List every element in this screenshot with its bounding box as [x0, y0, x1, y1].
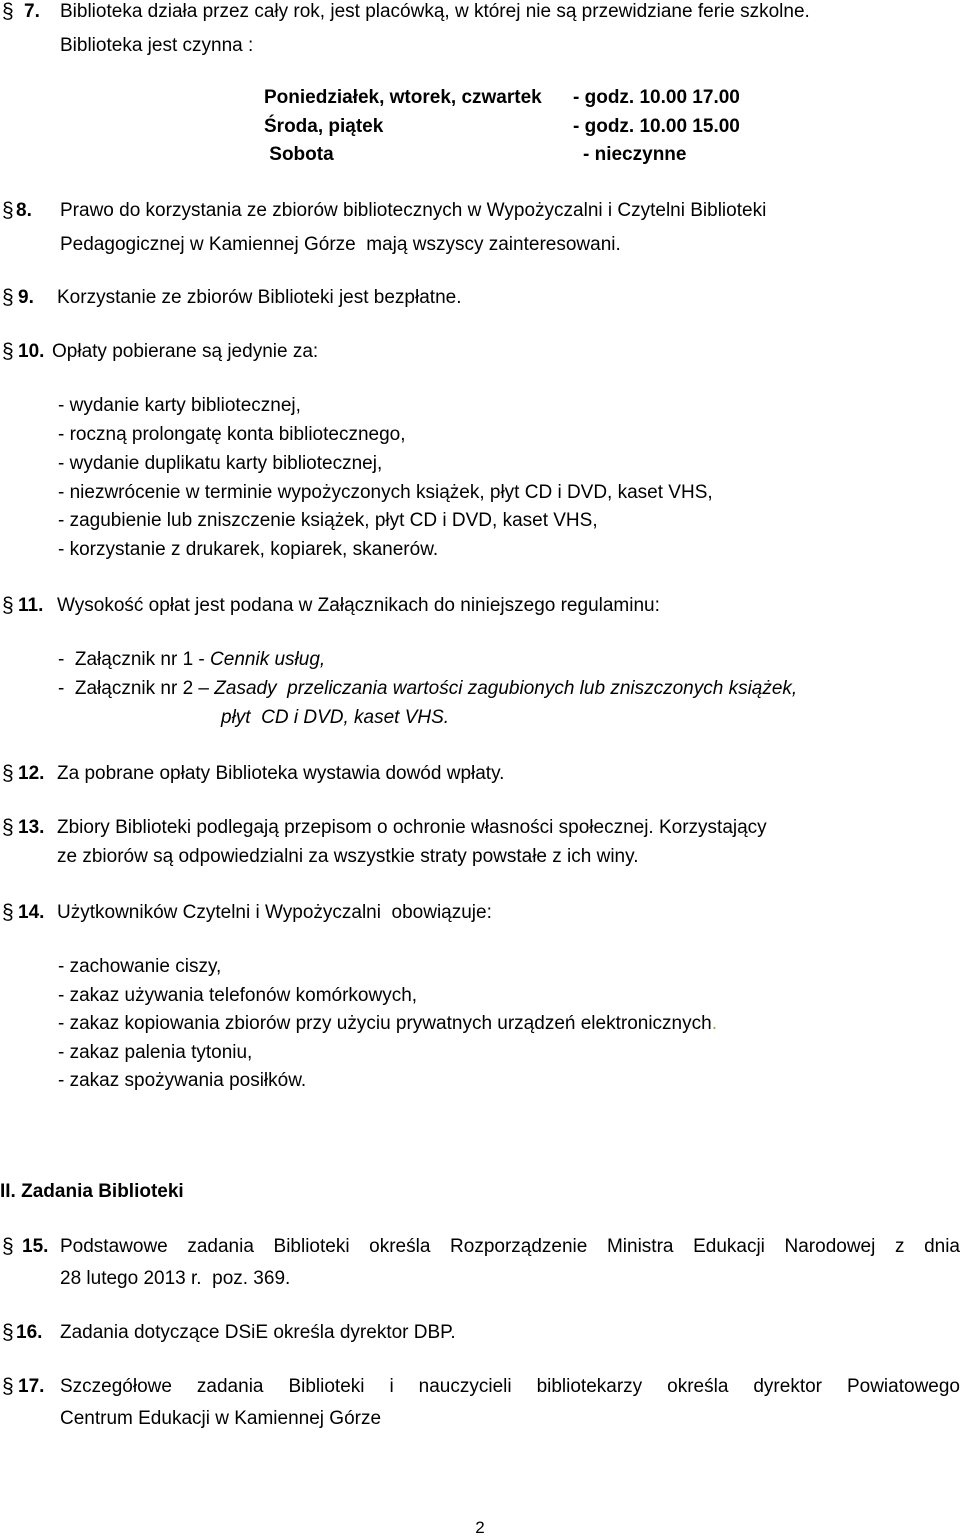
hours-time-2: - godz. 10.00 15.00 — [573, 116, 740, 137]
section-symbol: § — [2, 594, 14, 617]
section-8 — [0, 199, 960, 223]
section-number: 7. — [24, 1, 40, 22]
attachment-2 — [58, 677, 797, 701]
section-7-text-line-2: Biblioteka jest czynna : — [60, 35, 254, 56]
section-number: 9. — [18, 287, 34, 308]
section-text-line-1: Szczegółowe zadania Biblioteki i nauczycieli bibliotekarzy określa dyrektor Powiatowego — [60, 1376, 960, 1397]
section-symbol: § — [2, 762, 14, 785]
section-text: Opłaty pobierane są jedynie za: — [52, 341, 319, 362]
section-number: 17. — [18, 1376, 45, 1397]
section-text: Użytkowników Czytelni i Wypożyczalni obowiązuje: — [57, 902, 492, 923]
section-13 — [0, 816, 960, 840]
rule-item: - zakaz palenia tytoniu, — [58, 1042, 253, 1063]
hours-time-1: - godz. 10.00 17.00 — [573, 87, 740, 108]
hours-days-1: Poniedziałek, wtorek, czwartek — [264, 87, 542, 108]
section-12 — [0, 762, 960, 786]
section-17-text-line-2: Centrum Edukacji w Kamiennej Górze — [60, 1408, 382, 1429]
section-text: Za pobrane opłaty Biblioteka wystawia dowód wpłaty. — [57, 763, 505, 784]
rule-item-dot: . — [711, 1013, 717, 1034]
fee-item: - korzystanie z drukarek, kopiarek, skanerów. — [58, 539, 439, 560]
hours-time-3: - nieczynne — [583, 144, 687, 165]
section-symbol: § — [2, 199, 14, 222]
section-number: 10. — [18, 341, 45, 362]
section-text-line-1: Biblioteka działa przez cały rok, jest placówką, w której nie są przewidziane ferie szkolne. — [60, 1, 810, 22]
section-14 — [0, 901, 960, 925]
chapter-heading: II. Zadania Biblioteki — [0, 1181, 184, 1202]
attachment-1-title: Cennik usług, — [210, 649, 326, 670]
rule-item: - zachowanie ciszy, — [58, 956, 222, 977]
fee-item: - roczną prolongatę konta bibliotecznego, — [58, 424, 406, 445]
section-7 — [0, 0, 960, 24]
rule-item: - zakaz używania telefonów komórkowych, — [58, 985, 418, 1006]
fee-item: - wydanie karty bibliotecznej, — [58, 395, 301, 416]
section-text: Zadania dotyczące DSiE określa dyrektor DBP. — [60, 1322, 456, 1343]
section-15-text-line-2: 28 lutego 2013 r. poz. 369. — [60, 1268, 291, 1289]
section-number: 8. — [16, 200, 32, 221]
section-number: 11. — [18, 595, 44, 616]
section-number: 16. — [16, 1322, 43, 1343]
section-8-text-line-2: Pedagogicznej w Kamiennej Górze mają wszyscy zainteresowani. — [60, 234, 621, 255]
section-13-text-line-2: ze zbiorów są odpowiedzialni za wszystkie straty powstałe z ich winy. — [57, 846, 639, 867]
section-symbol: § — [2, 0, 14, 23]
section-number: 13. — [18, 817, 45, 838]
attachment-2-continuation: płyt CD i DVD, kaset VHS. — [221, 707, 450, 728]
rule-item-text: - zakaz kopiowania zbiorów przy użyciu prywatnych urządzeń elektronicznych — [58, 1013, 712, 1034]
section-symbol: § — [2, 1375, 14, 1398]
rule-item: - zakaz spożywania posiłków. — [58, 1070, 307, 1091]
section-10 — [0, 340, 960, 364]
hours-days-2: Środa, piątek — [264, 116, 384, 137]
section-text: Wysokość opłat jest podana w Załącznikach do niniejszego regulaminu: — [57, 595, 660, 616]
attachment-2-prefix: - Załącznik nr 2 – — [58, 678, 215, 699]
section-symbol: § — [2, 340, 14, 363]
section-15 — [0, 1235, 960, 1259]
section-symbol: § — [2, 1235, 14, 1258]
fee-item: - niezwrócenie w terminie wypożyczonych książek, płyt CD i DVD, kaset VHS, — [58, 482, 713, 503]
attachment-1 — [58, 648, 325, 672]
page-number: 2 — [475, 1518, 485, 1537]
section-text-line-1: Prawo do korzystania ze zbiorów bibliotecznych w Wypożyczalni i Czytelni Biblioteki — [60, 200, 767, 221]
section-text: Korzystanie ze zbiorów Biblioteki jest bezpłatne. — [57, 287, 462, 308]
section-number: 14. — [18, 902, 45, 923]
attachment-1-prefix: - Załącznik nr 1 - — [58, 649, 211, 670]
section-17 — [0, 1375, 960, 1399]
section-9 — [0, 286, 960, 310]
section-symbol: § — [2, 286, 14, 309]
section-number: 12. — [18, 763, 45, 784]
hours-days-3: Sobota — [264, 144, 334, 165]
section-text-line-1: Zbiory Biblioteki podlegają przepisom o ochronie własności społecznej. Korzystający — [57, 817, 767, 838]
section-symbol: § — [2, 1321, 14, 1344]
fee-item: - zagubienie lub zniszczenie książek, płyt CD i DVD, kaset VHS, — [58, 510, 598, 531]
section-number: 15. — [22, 1236, 49, 1257]
section-11 — [0, 594, 960, 618]
section-16 — [0, 1321, 960, 1345]
attachment-2-title: Zasady przeliczania wartości zagubionych lub zniszczonych książek, — [214, 678, 798, 699]
section-symbol: § — [2, 901, 14, 924]
section-text-line-1: Podstawowe zadania Biblioteki określa Rozporządzenie Ministra Edukacji Narodowej z dnia — [60, 1236, 960, 1257]
section-symbol: § — [2, 816, 14, 839]
rule-item — [58, 1012, 717, 1036]
fee-item: - wydanie duplikatu karty bibliotecznej, — [58, 453, 383, 474]
